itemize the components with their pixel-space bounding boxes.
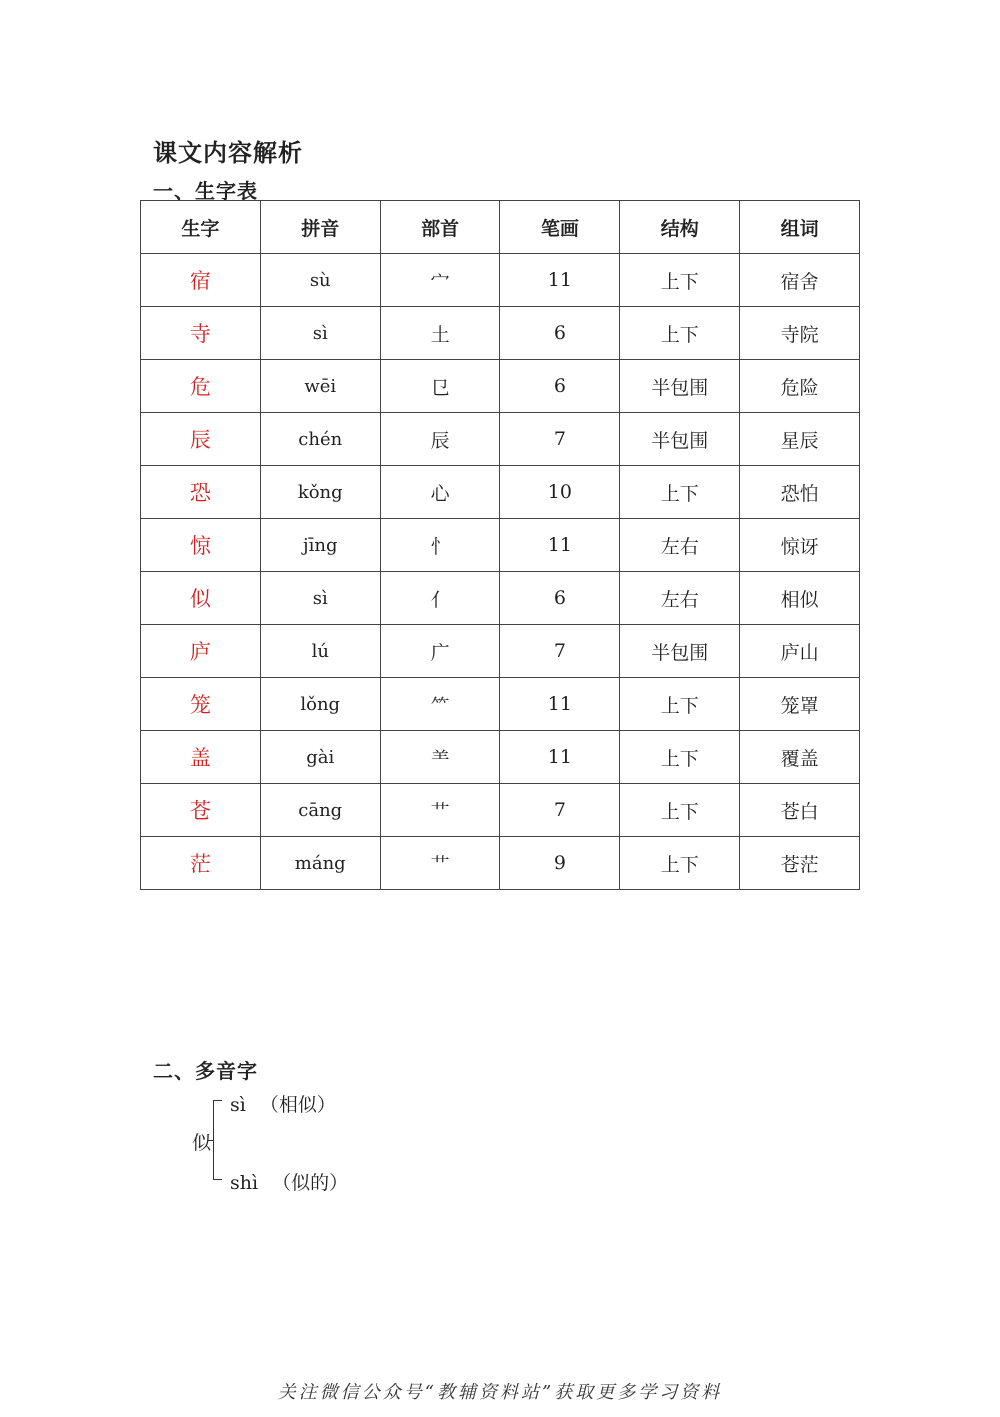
table-row <box>141 254 860 307</box>
cell-pinyin: sì <box>260 572 380 625</box>
cell-pinyin: jīng <box>260 519 380 572</box>
footer-watermark-text: 关注微信公众号“教辅资料站”获取更多学习资料 <box>277 1382 723 1403</box>
polyphone-diagram <box>190 1090 490 1200</box>
cell-radical: ⺮ <box>380 678 500 731</box>
cell-char: 盖 <box>141 731 261 784</box>
cell-word: 惊讶 <box>740 519 860 572</box>
cell-char: 危 <box>141 360 261 413</box>
header-strokes: 笔画 <box>500 201 620 254</box>
table-row <box>141 360 860 413</box>
cell-pinyin: chén <box>260 413 380 466</box>
cell-char: 寺 <box>141 307 261 360</box>
cell-radical: 土 <box>380 307 500 360</box>
cell-strokes: 11 <box>500 519 620 572</box>
cell-word: 庐山 <box>740 625 860 678</box>
cell-word: 苍白 <box>740 784 860 837</box>
cell-pinyin: lǒng <box>260 678 380 731</box>
cell-strokes: 10 <box>500 466 620 519</box>
table-row <box>141 307 860 360</box>
cell-structure: 半包围 <box>620 360 740 413</box>
table-row <box>141 466 860 519</box>
cell-char: 惊 <box>141 519 261 572</box>
cell-word: 相似 <box>740 572 860 625</box>
cell-char: 似 <box>141 572 261 625</box>
cell-radical: 宀 <box>380 254 500 307</box>
table-header-row <box>141 201 860 254</box>
cell-pinyin: lú <box>260 625 380 678</box>
header-pinyin: 拼音 <box>260 201 380 254</box>
cell-word: 笼罩 <box>740 678 860 731</box>
table-row <box>141 678 860 731</box>
table-row <box>141 625 860 678</box>
header-structure: 结构 <box>620 201 740 254</box>
table-row <box>141 731 860 784</box>
cell-radical: 㔾 <box>380 360 500 413</box>
cell-structure: 上下 <box>620 731 740 784</box>
section-heading-vocabulary: 一、生字表 <box>153 179 258 203</box>
cell-radical: ⺷ <box>380 731 500 784</box>
cell-word: 星辰 <box>740 413 860 466</box>
cell-char: 庐 <box>141 625 261 678</box>
table-row <box>141 837 860 890</box>
cell-char: 宿 <box>141 254 261 307</box>
polyphone-reading <box>230 1090 336 1117</box>
cell-strokes: 6 <box>500 572 620 625</box>
cell-char: 茫 <box>141 837 261 890</box>
reading-pinyin: sì <box>230 1094 246 1116</box>
cell-structure: 上下 <box>620 466 740 519</box>
table-row <box>141 572 860 625</box>
cell-pinyin: sì <box>260 307 380 360</box>
polyphone-bracket <box>213 1100 228 1180</box>
header-radical: 部首 <box>380 201 500 254</box>
cell-word: 苍茫 <box>740 837 860 890</box>
cell-word: 危险 <box>740 360 860 413</box>
cell-strokes: 11 <box>500 731 620 784</box>
cell-structure: 上下 <box>620 837 740 890</box>
cell-structure: 上下 <box>620 784 740 837</box>
cell-strokes: 6 <box>500 307 620 360</box>
cell-word: 覆盖 <box>740 731 860 784</box>
cell-strokes: 9 <box>500 837 620 890</box>
cell-structure: 半包围 <box>620 413 740 466</box>
table-body <box>141 254 860 890</box>
page-title: 课文内容解析 <box>153 139 303 167</box>
cell-strokes: 7 <box>500 784 620 837</box>
polyphone-reading <box>230 1168 348 1195</box>
cell-strokes: 7 <box>500 413 620 466</box>
cell-structure: 左右 <box>620 572 740 625</box>
cell-pinyin: máng <box>260 837 380 890</box>
header-char: 生字 <box>141 201 261 254</box>
cell-radical: 忄 <box>380 519 500 572</box>
cell-char: 恐 <box>141 466 261 519</box>
section-heading-polyphone: 二、多音字 <box>153 1059 258 1083</box>
header-word: 组词 <box>740 201 860 254</box>
cell-word: 宿舍 <box>740 254 860 307</box>
cell-structure: 上下 <box>620 678 740 731</box>
cell-char: 辰 <box>141 413 261 466</box>
table-row <box>141 519 860 572</box>
cell-radical: 亻 <box>380 572 500 625</box>
cell-structure: 半包围 <box>620 625 740 678</box>
reading-word: （相似） <box>259 1094 336 1116</box>
polyphone-char: 似 <box>192 1132 212 1154</box>
cell-pinyin: kǒng <box>260 466 380 519</box>
cell-pinyin: cāng <box>260 784 380 837</box>
cell-pinyin: gài <box>260 731 380 784</box>
cell-word: 恐怕 <box>740 466 860 519</box>
cell-radical: 艹 <box>380 784 500 837</box>
table-row <box>141 784 860 837</box>
cell-radical: 心 <box>380 466 500 519</box>
cell-char: 笼 <box>141 678 261 731</box>
reading-word: （似的） <box>272 1172 349 1194</box>
vocabulary-table <box>140 200 860 890</box>
cell-char: 苍 <box>141 784 261 837</box>
reading-pinyin: shì <box>230 1172 259 1194</box>
cell-pinyin: sù <box>260 254 380 307</box>
cell-strokes: 11 <box>500 254 620 307</box>
cell-radical: 广 <box>380 625 500 678</box>
cell-structure: 上下 <box>620 307 740 360</box>
cell-radical: 艹 <box>380 837 500 890</box>
table-row <box>141 413 860 466</box>
cell-word: 寺院 <box>740 307 860 360</box>
cell-structure: 上下 <box>620 254 740 307</box>
cell-radical: 辰 <box>380 413 500 466</box>
cell-structure: 左右 <box>620 519 740 572</box>
cell-strokes: 11 <box>500 678 620 731</box>
cell-strokes: 6 <box>500 360 620 413</box>
cell-strokes: 7 <box>500 625 620 678</box>
cell-pinyin: wēi <box>260 360 380 413</box>
